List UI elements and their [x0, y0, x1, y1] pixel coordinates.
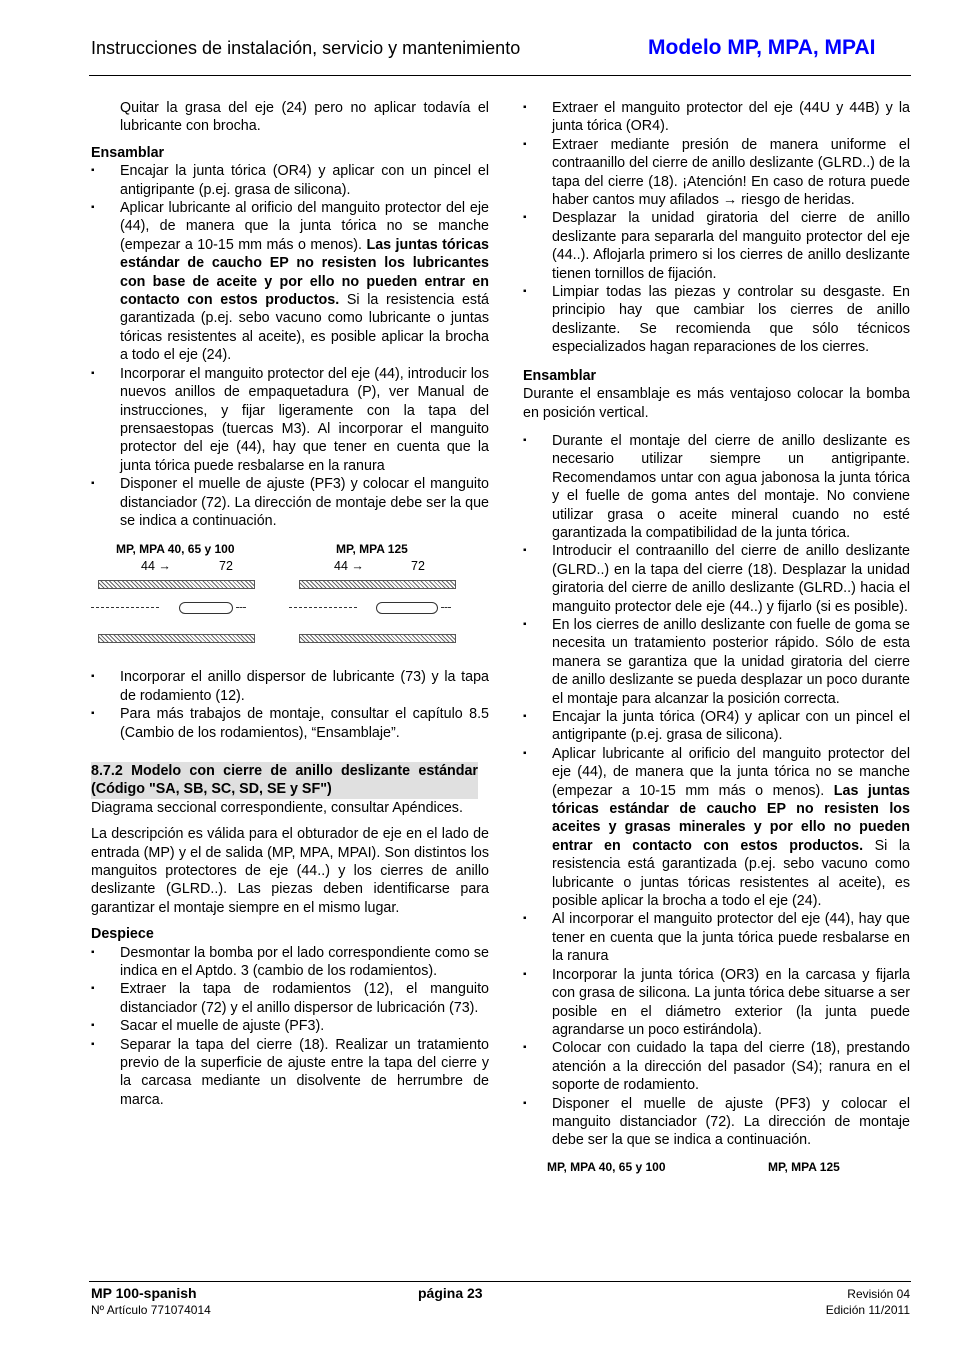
list-item: ▪ Desplazar la unidad giratoria del cierre de anillo deslizante para separarla del manguito protector del eje (44..). Aflojarla primero si los cierres de anillo deslizante tienen tornillos de fijación. [523, 209, 910, 283]
list-item: ▪ Sacar el muelle de ajuste (PF3). [91, 1017, 489, 1035]
sleeve-hatch [98, 580, 255, 589]
list-item: ▪ Encajar la junta tórica (OR4) y aplicar con un pincel el antigripante (p.ej. grasa de silicona). [523, 708, 910, 745]
footer-doc: MP 100-spanish [91, 1285, 197, 1301]
heading-despiece: Despiece [91, 926, 154, 943]
footer-rule [89, 1281, 911, 1282]
centerline [236, 607, 246, 608]
footer-page: página 23 [418, 1285, 483, 1301]
list-item: ▪ Extraer el manguito protector del eje (44U y 44B) y la junta tórica (OR4). [523, 99, 910, 136]
list-item: ▪ Durante el montaje del cierre de anillo deslizante es necesario utilizar siempre un antigripante. Recomendamos untar con agua jabonosa la junta tórica y el fuelle de goma antes del montaje. No conviene utilizar grasa o aceite mineral cuando no esté garantizada la compatibilidad de la junta tórica. [523, 432, 910, 542]
list-item: ▪ Extraer mediante presión de manera uniforme el contraanillo del cierre de anillo deslizante (GLRD..) de la tapa del cierre (18). ¡Atención! En caso de rotura puede haber cantos muy afilados → riesgo de heridas. [523, 136, 910, 210]
right-column [523, 99, 910, 1178]
heading-ensamblar: Ensamblar [523, 367, 597, 384]
left-column [91, 99, 489, 1109]
sleeve-hatch [98, 634, 255, 643]
list-item: ▪ Introducir el contraanillo del cierre de anillo deslizante (GLRD..) en la tapa del cierre (18). Desplazar la unidad giratoria del cierre de anillo deslizante (GLRD..) hacia el manguito protector dele eje (44..) y fijarlo (si es posible). [523, 542, 910, 616]
centerline [441, 607, 451, 608]
label-72: 72 [219, 559, 233, 574]
footer-article: Nº Artículo 771074014 [91, 1303, 211, 1317]
diagram-captions [523, 1158, 910, 1178]
paragraph: Diagrama seccional correspondiente, consultar Apéndices. [91, 799, 463, 816]
diagram-caption-1: MP, MPA 40, 65 y 100 [547, 1159, 666, 1174]
heading-ensamblar: Ensamblar [91, 144, 165, 161]
list-item: ▪ Encajar la junta tórica (OR4) y aplicar con un pincel el antigripante (p.ej. grasa de silicona). [91, 162, 489, 199]
section-heading: 8.7.2 Modelo con cierre de anillo deslizante estándar (Código "SA, SB, SC, SD, SE y SF") [91, 762, 478, 798]
label-44: 44 → [141, 559, 171, 574]
sleeve-hatch [299, 580, 456, 589]
list-item: ▪ Limpiar todas las piezas y controlar su desgaste. En principio hay que cambiar los cierres de anillo deslizante. Se recomienda que sólo técnicos especializados hagan reparaciones de los cierres. [523, 283, 910, 357]
label-72: 72 [411, 559, 425, 574]
ensamblar-list [91, 162, 489, 530]
intro-paragraph: Quitar la grasa del eje (24) pero no aplicar todavía el lubricante con brocha. [120, 100, 489, 135]
header-model: Modelo MP, MPA, MPAI [648, 36, 876, 59]
diagram-caption-2: MP, MPA 125 [768, 1159, 840, 1174]
centerline [91, 607, 159, 608]
list-item: ▪ En los cierres de anillo deslizante con fuelle de goma se necesita un tratamiento posterior rápido. Sólo de esta manera se garantiza que la unidad giratoria del cierre de anillo deslizante se pueda desplazar un poco durante el montaje para alcanzar la posición correcta. [523, 616, 910, 708]
list-item: ▪ Aplicar lubricante al orificio del manguito protector del eje (44), de manera que la junta tórica no se manche (empezar a 10-15 mm más o menos). Las juntas tóricas estándar de caucho EP no resisten los lubricantes con base de aceite y por ello no pueden entrar en contacto con estos productos. Si la resistencia está garantizada (p.ej. sebo vacuno como lubricante o juntas tóricas resistentes al aceite), es posible aplicar la brocha a todo el eje (24). [91, 199, 489, 365]
list-item: ▪ Aplicar lubricante al orificio del manguito protector del eje (44), de manera que la junta tórica no se manche (empezar a 10-15 mm más o menos). Las juntas tóricas estándar de caucho EP no resisten los aceites y grasas minerales y por ello no pueden entrar en contacto con estos productos. Si la resistencia está garantizada (p.ej. sebo vacuno como lubricante o juntas tóricas resistentes al aceite), es posible aplicar la brocha a todo el eje (24). [523, 745, 910, 911]
label-44: 44 → [334, 559, 364, 574]
list-item: ▪ Disponer el muelle de ajuste (PF3) y colocar el manguito distanciador (72). La dirección de montaje debe ser la que se indica a continuación. [91, 475, 489, 530]
list-item: ▪ Incorporar la junta tórica (OR3) en la carcasa y fijarla con grasa de silicona. La junta tórica debe situarse a ser posible en el diámetro exterior (la junta puede agrandarse un poco estirándola). [523, 966, 910, 1040]
list-item: ▪ Colocar con cuidado la tapa del cierre (18), prestando atención a la dirección del pasador (S4); ranura en el soporte de rodamiento. [523, 1039, 910, 1094]
paragraph: Durante el ensamblaje es más ventajoso colocar la bomba en posición vertical. [523, 386, 910, 421]
despiece-cont-list [523, 99, 910, 357]
sleeve-outline [376, 602, 438, 614]
list-item: ▪ Desmontar la bomba por el lado correspondiente como se indica en el Aptdo. 3 (cambio de los rodamientos). [91, 944, 489, 981]
header-title: Instrucciones de instalación, servicio y mantenimiento [91, 38, 521, 58]
list-item: ▪ Separar la tapa del cierre (18). Realizar un tratamiento previo de la superficie de ajuste entre la tapa del cierre y la carcasa mediante un disolvente de herrumbre de marca. [91, 1036, 489, 1110]
list-item: ▪ Disponer el muelle de ajuste (PF3) y colocar el manguito distanciador (72). La dirección de montaje debe ser la que se indica a continuación. [523, 1095, 910, 1150]
header-rule [89, 75, 911, 76]
footer-revision: Revisión 04 [847, 1287, 910, 1301]
footer-edition: Edición 11/2011 [825, 1303, 910, 1317]
ensamblar-list [523, 432, 910, 1150]
sleeve-outline [179, 602, 233, 614]
centerline [289, 607, 357, 608]
list-item: ▪ Incorporar el anillo dispersor de lubricante (73) y la tapa de rodamiento (12). [91, 668, 489, 705]
list-item: ▪ Extraer la tapa de rodamientos (12), el manguito distanciador (72) y el anillo dispersor de lubricación (73). [91, 980, 489, 1017]
list-item: ▪ Para más trabajos de montaje, consultar el capítulo 8.5 (Cambio de los rodamientos), “Ensamblaje”. [91, 705, 489, 742]
sleeve-hatch [299, 634, 456, 643]
paragraph: La descripción es válida para el obturador de eje en el lado de entrada (MP) y el de salida (MP, MPA, MPAI). Son distintos los manguitos protectores de eje (44..) y los cierres de anillo deslizante (GLRD..). Las piezas deben identificarse para garantizar el montaje siempre en el mismo lugar. [91, 826, 489, 916]
list-item: ▪ Incorporar el manguito protector del eje (44), introducir los nuevos anillos de empaquetadura (P), ver Manual de instrucciones, y fijar ligeramente con la tapa del prensaestopas (tuercas M3). Al incorporar el manguito protector del eje (44), hay que tener en cuenta que la junta tórica puede resbalarse en la ranura [91, 365, 489, 475]
sleeve-diagram [91, 540, 489, 668]
despiece-list [91, 944, 489, 1110]
list-item: ▪ Al incorporar el manguito protector del eje (44), hay que tener en cuenta que la junta tórica puede resbalarse en la ranura [523, 910, 910, 965]
diagram-caption-1: MP, MPA 40, 65 y 100 [116, 542, 235, 557]
diagram-caption-2: MP, MPA 125 [336, 542, 408, 557]
montaje-list [91, 668, 489, 742]
